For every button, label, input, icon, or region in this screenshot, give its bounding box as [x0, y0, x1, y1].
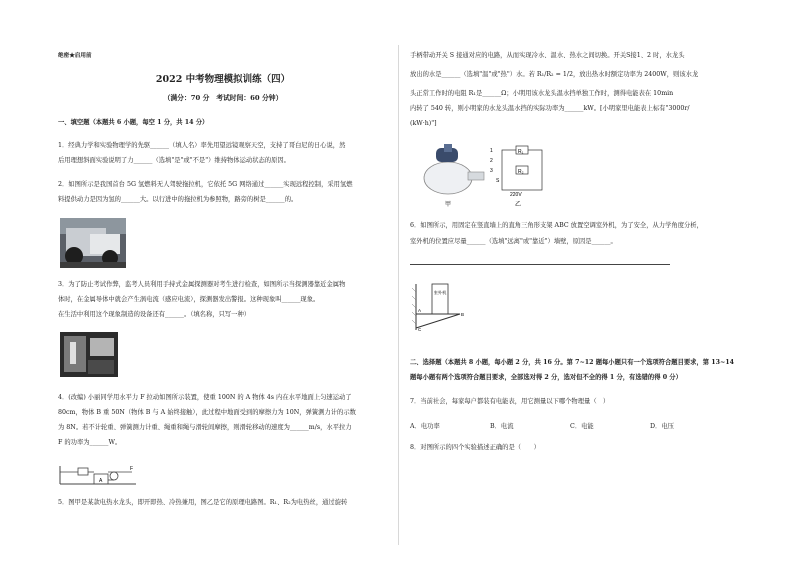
fig6-c: C [418, 327, 422, 332]
q7-options [410, 421, 730, 434]
q4-line4: F 的功率为______W。 [58, 439, 122, 446]
page-title: 2022 中考物理模拟训练（四） [155, 74, 291, 85]
q3-line1: 3．为了防止考试作弊，监考人员利用手持式金属探测器对考生进行检查，如图所示当探测器靠近金属物 [58, 281, 346, 288]
q5-line4: 头正常工作时的电阻 R₁是______Ω；小明用该水龙头温水挡单独工作时，测得电能表在 10min [410, 90, 674, 97]
pulley-diagram [58, 462, 138, 486]
metal-detector-photo [60, 332, 118, 377]
tractor-photo [60, 218, 126, 268]
q3-line3: 在生活中利用这个现象制造的设备还有______。（填名称，只写一种） [58, 311, 251, 318]
fig4-label-a: A [99, 478, 103, 484]
fig5-n3: 3 [490, 168, 493, 174]
q4-line3: 为 8N。若不计轮重、弹簧测力计重、绳重和绳与滑轮间摩擦，则滑轮移动的速度为______m/s，水平拉力 [58, 424, 352, 431]
q3-line2: 体时，在金属导体中就会产生涡电流（感应电流），探测器发出警报。这种现象叫______现象。 [58, 296, 320, 303]
fig5-right-caption: 乙 [514, 202, 522, 208]
q5-line3: 放出的水是______（选填"温"或"热"）水。若 R₁/R₂ = 1/2，放出热水时额定功率为 2400W，则该水龙 [410, 71, 699, 78]
q6-line2: 室外机的位置应尽量______（选填"远离"或"靠近"）墙壁，原因是______。 [410, 238, 617, 245]
fig5-voltage: 220V [510, 192, 522, 198]
fig5-switch: S [496, 178, 500, 184]
fig6-unit: 室外机 [433, 290, 447, 295]
fig5-n1: 1 [490, 148, 493, 154]
q4-line2: 80cm，物体 B 重 50N（物体 B 与 A 始终接触），此过程中地面受到的摩擦力为 10N，弹簧测力计的示数 [58, 409, 356, 416]
q7-option-a: A．电功率 [410, 423, 440, 430]
q7-option-c: C．电能 [570, 423, 594, 430]
q4-line1: 4．(改编) 小丽同学用水平力 F 拉动如图所示装置，使重 100N 的 A 物体 4s 内在水平地面上匀速运动了 [58, 394, 352, 401]
q5-line5: 内转了 540 转，则小明家的水龙头温水挡的实际功率为______kW。[小明家里电能表上标有"3000r/ [410, 105, 690, 112]
q6-answer-line [410, 264, 670, 265]
fig5-r2: R₂ [518, 169, 524, 175]
fig4-label-f: F [130, 466, 134, 472]
q7-stem: 7．当前社会，每家每户都装有电能表，用它测量以下哪个物理量（ ） [410, 398, 610, 405]
q7-option-d: D．电压 [650, 423, 674, 430]
secret-label: 绝密★启用前 [58, 53, 92, 59]
section1-heading: 一、填空题（本题共 6 小题，每空 1 分，共 14 分） [58, 119, 209, 126]
q1-line1: 1．经典力学和实验物理学的先驱______（填人名）率先用望远镜观察天空，支持了哥白尼的日心说，然 [58, 142, 346, 149]
q1-line2: 后用理想斜面实验说明了力______（选填"是"或"不是"）维持物体运动状态的原因。 [58, 157, 290, 164]
q5-line2: 手柄带动开关 S 接通对应的电路，从而实现冷水、温水、热水之间切换。开关S接1、2 时，水龙头 [410, 52, 685, 59]
fig6-a: A [418, 308, 422, 313]
q7-option-b: B．电流 [490, 423, 514, 430]
q8-stem: 8．对图所示的四个实验描述正确的是（ ） [410, 444, 540, 451]
page-subtitle: （满分：70 分 考试时间：60 分钟） [163, 94, 283, 102]
faucet-figure [418, 140, 488, 208]
column-divider [398, 45, 399, 545]
section2-heading-line2: 题每小题有两个选项符合题目要求，全部选对得 2 分，选对但不全的得 1 分，有选错的得 0 分） [410, 374, 682, 381]
ac-bracket-diagram [412, 282, 472, 332]
fig5-r1: R₁ [518, 149, 524, 155]
section2-heading-line1: 二、选择题（本题共 8 小题，每小题 2 分，共 16 分。第 7~12 题每小题只有一个选项符合题目要求，第 13~14 [410, 359, 735, 366]
q6-line1: 6．如图所示，用固定在竖直墙上的直角三角形支架 ABC 放置空调室外机，为了安全，从力学角度分析， [410, 222, 703, 229]
q5-line1: 5．图甲是某款电热水龙头，即开即热、冷热兼用，图乙是它的原理电路图。R₁、R₂为电热丝，通过旋转 [58, 499, 348, 506]
circuit-diagram [488, 144, 548, 208]
fig5-n2: 2 [490, 158, 493, 164]
fig6-b: B [461, 312, 465, 317]
q5-line6: (kW·h)"] [410, 120, 437, 127]
fig5-left-caption: 甲 [444, 202, 452, 208]
q2-line2: 料提供动力是因为氢的______大。以行进中的拖拉机为参照物，路旁的树是______的。 [58, 196, 298, 203]
q2-line1: 2．如图所示是我国首台 5G 氢燃料无人驾驶拖拉机，它依托 5G 网络通过______实现远程控制，采用氢燃 [58, 181, 353, 188]
